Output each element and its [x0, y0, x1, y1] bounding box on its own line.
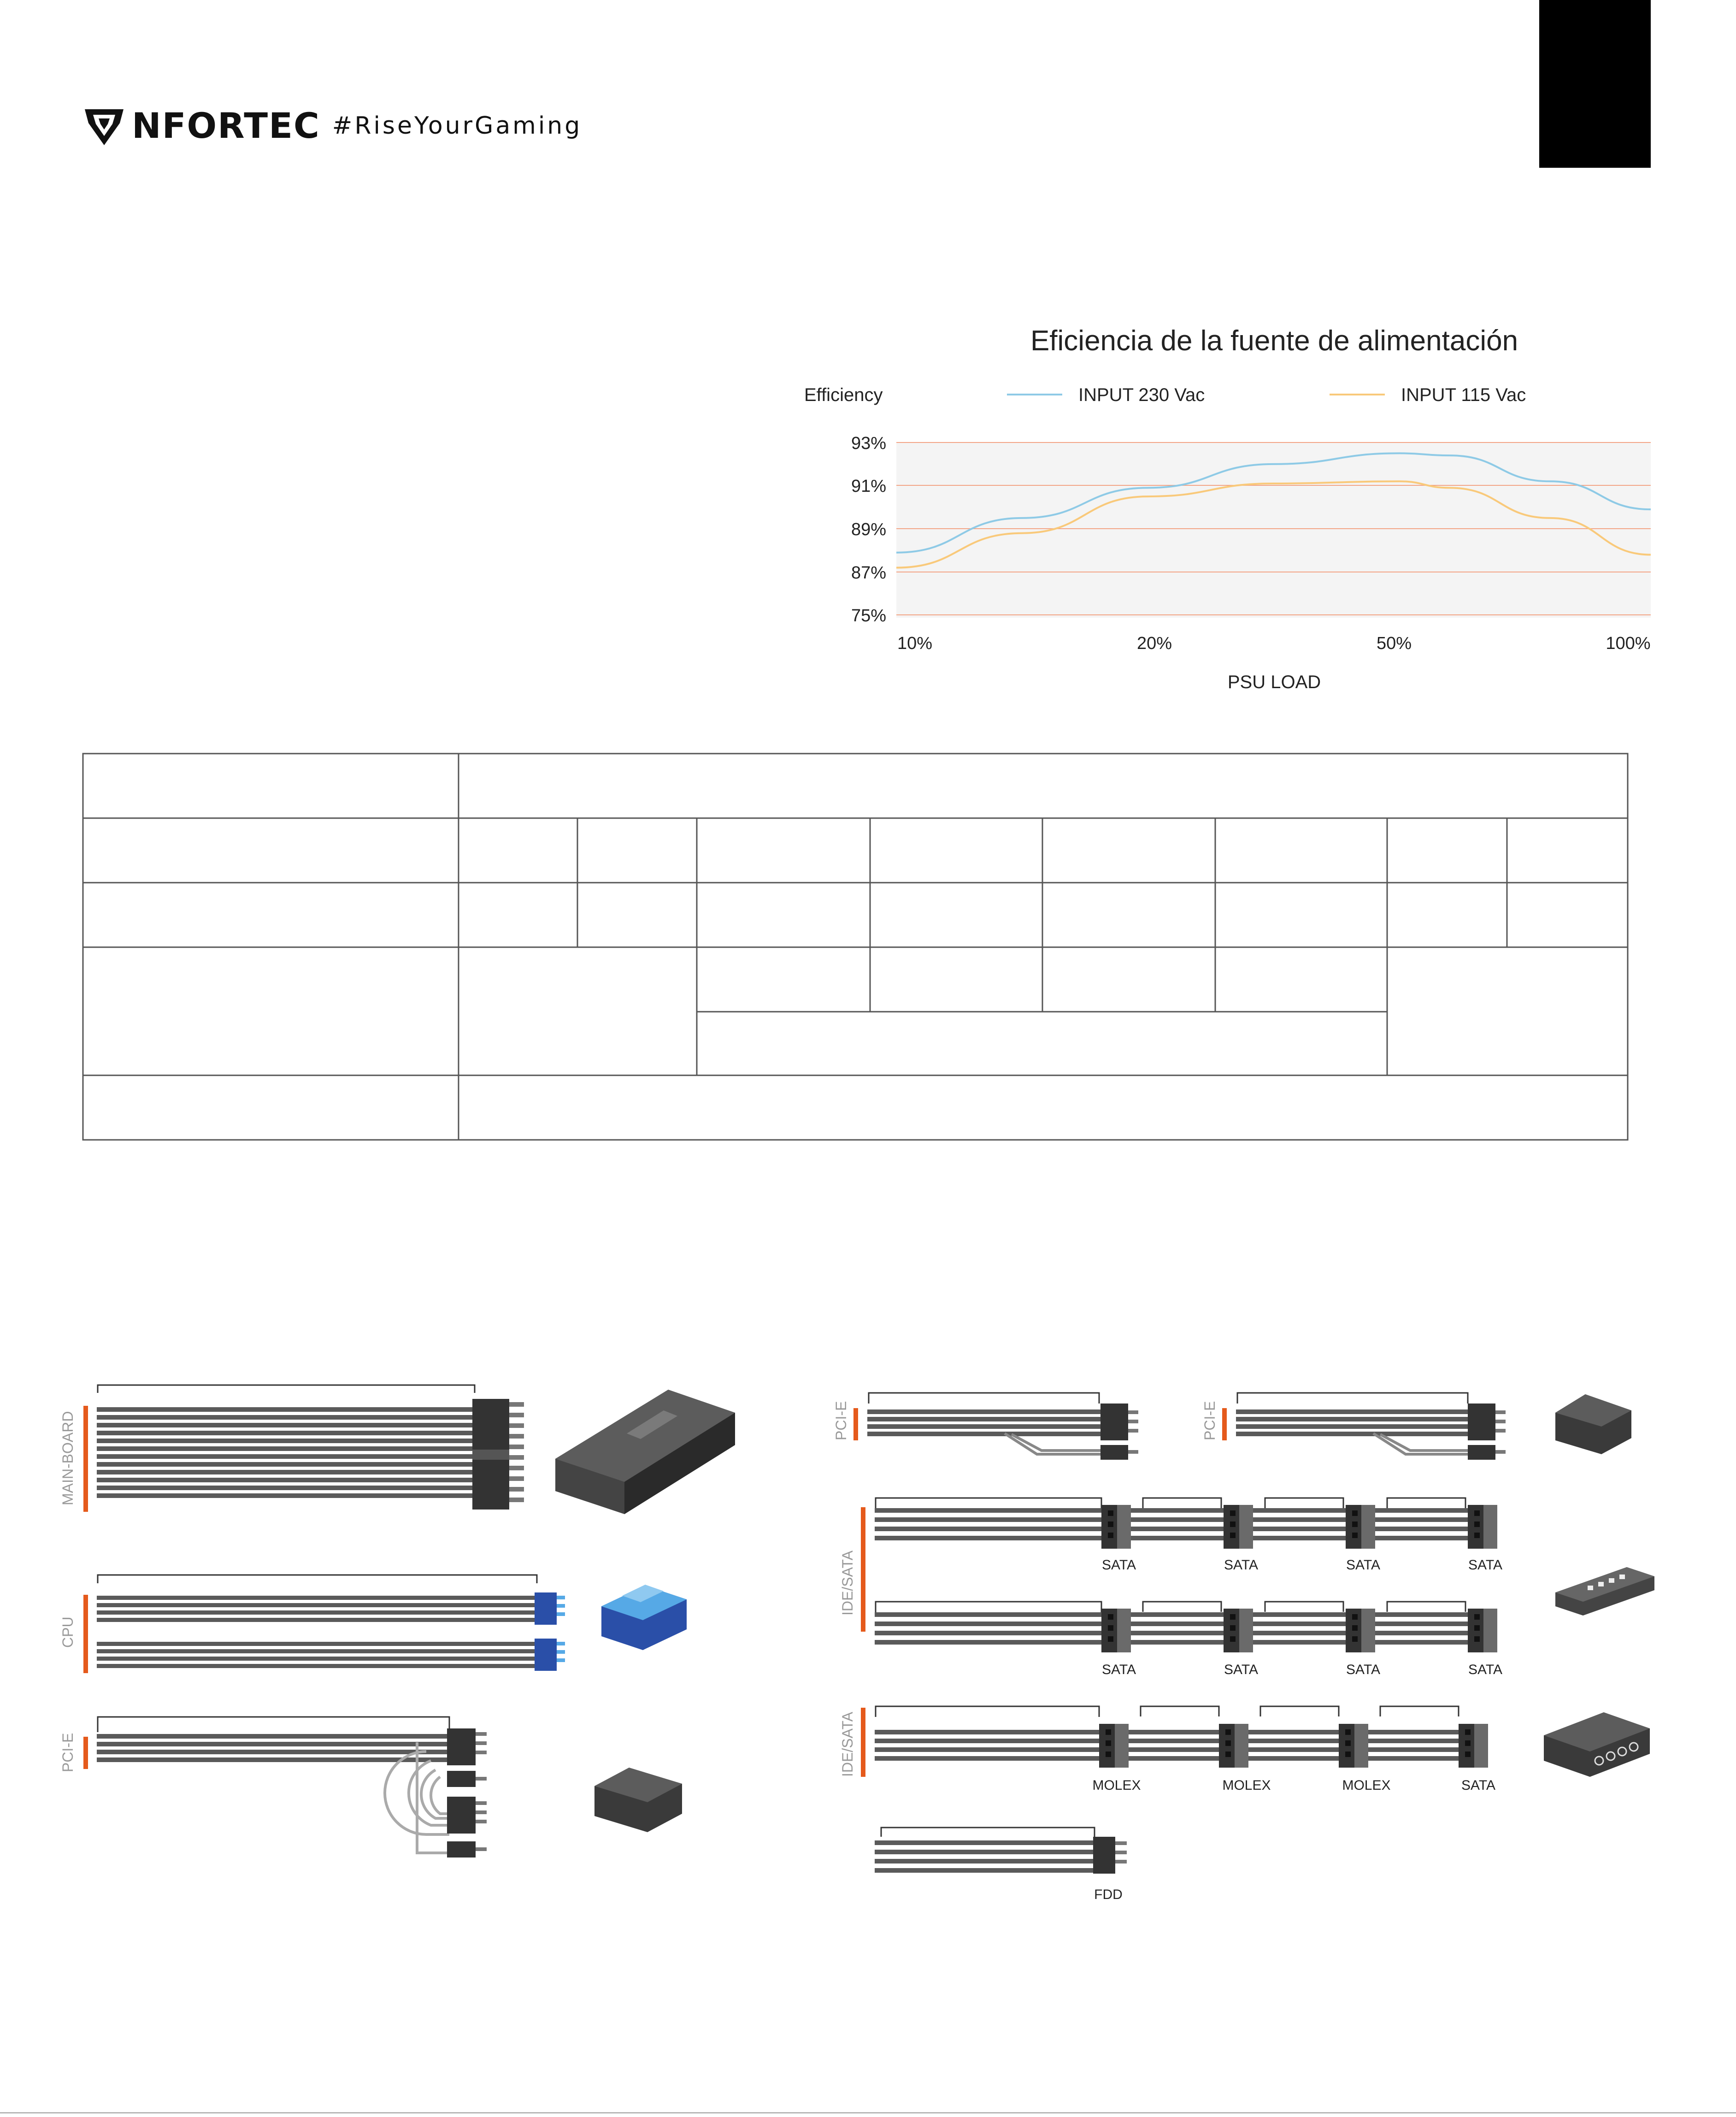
y-tick-label: 75%	[851, 606, 886, 625]
molex-row	[875, 1706, 1495, 1793]
y-tick-labels	[851, 434, 886, 625]
x-tick-label: 20%	[1136, 634, 1172, 653]
molex-label-3: MOLEX	[1342, 1778, 1391, 1793]
sata-row2-label-1: SATA	[1102, 1662, 1136, 1677]
pcie-right1-accent-bar	[853, 1408, 858, 1440]
sata-row-2	[875, 1602, 1502, 1677]
mainboard-accent-bar	[83, 1406, 88, 1512]
molex-label-2: MOLEX	[1222, 1778, 1271, 1793]
brand-hashtag: #RiseYourGaming	[332, 112, 583, 140]
cpu-accent-bar	[83, 1595, 88, 1673]
pcie-right2-accent-bar	[1222, 1408, 1227, 1440]
fdd-label: FDD	[1094, 1887, 1123, 1902]
x-tick-label: 100%	[1606, 634, 1651, 653]
chart-xlabel: PSU LOAD	[1227, 672, 1321, 692]
chart-ylabel: Efficiency	[804, 385, 883, 405]
cpu-label: CPU	[59, 1616, 76, 1648]
pcie-right-3d-connector	[1555, 1394, 1631, 1454]
sata-row1-label-4: SATA	[1468, 1557, 1502, 1573]
plot-area	[896, 442, 1651, 618]
cpu-3d-connector	[601, 1585, 687, 1650]
chart-title: Eficiencia de la fuente de alimentación	[1030, 325, 1518, 357]
ide-sata2-label: IDE/SATA	[839, 1711, 856, 1777]
x-tick-label: 10%	[897, 634, 933, 653]
pcie-left-3d-connector	[594, 1768, 682, 1832]
sata-row1-label-3: SATA	[1346, 1557, 1380, 1573]
pcie-right1-label: PCI-E	[833, 1401, 849, 1440]
y-tick-label: 93%	[851, 434, 886, 453]
sata-row1-label-1: SATA	[1102, 1557, 1136, 1573]
molex-label-4: SATA	[1461, 1778, 1495, 1793]
sata-row-1	[875, 1498, 1502, 1573]
cpu-connector-2	[535, 1639, 557, 1671]
y-tick-label: 91%	[851, 477, 886, 496]
footer-rule	[0, 2112, 1736, 2113]
efficiency-chart	[0, 0, 1736, 719]
fdd-connector	[1093, 1837, 1115, 1874]
sata-row2-label-4: SATA	[1468, 1662, 1502, 1677]
sata-row2-label-2: SATA	[1224, 1662, 1258, 1677]
pcie-left-accent-bar	[83, 1737, 88, 1769]
ide-sata1-label: IDE/SATA	[839, 1550, 856, 1616]
legend-115-label: INPUT 115 Vac	[1401, 385, 1526, 405]
pcie-right2-label: PCI-E	[1201, 1401, 1218, 1440]
ide-sata2-accent-bar	[861, 1708, 865, 1777]
brand-name: NFORTEC	[132, 105, 320, 146]
sata-row1-label-2: SATA	[1224, 1557, 1258, 1573]
sata-row2-label-3: SATA	[1346, 1662, 1380, 1677]
x-tick-label: 50%	[1376, 634, 1412, 653]
x-tick-labels	[897, 634, 1651, 653]
cable-diagram	[0, 1360, 1736, 1913]
molex-3d-connector	[1544, 1712, 1650, 1777]
y-tick-label: 87%	[851, 563, 886, 583]
spec-table	[0, 737, 1736, 1152]
ide-sata1-accent-bar	[861, 1507, 865, 1632]
y-tick-label: 89%	[851, 520, 886, 539]
molex-label-1: MOLEX	[1092, 1778, 1141, 1793]
sata-3d-connector	[1555, 1567, 1654, 1616]
mainboard-3d-connector	[555, 1390, 735, 1514]
legend-230-label: INPUT 230 Vac	[1078, 385, 1205, 405]
mainboard-label: MAIN-BOARD	[59, 1411, 76, 1505]
pcie-left-label: PCI-E	[59, 1733, 76, 1772]
cpu-connector-1	[535, 1592, 557, 1625]
